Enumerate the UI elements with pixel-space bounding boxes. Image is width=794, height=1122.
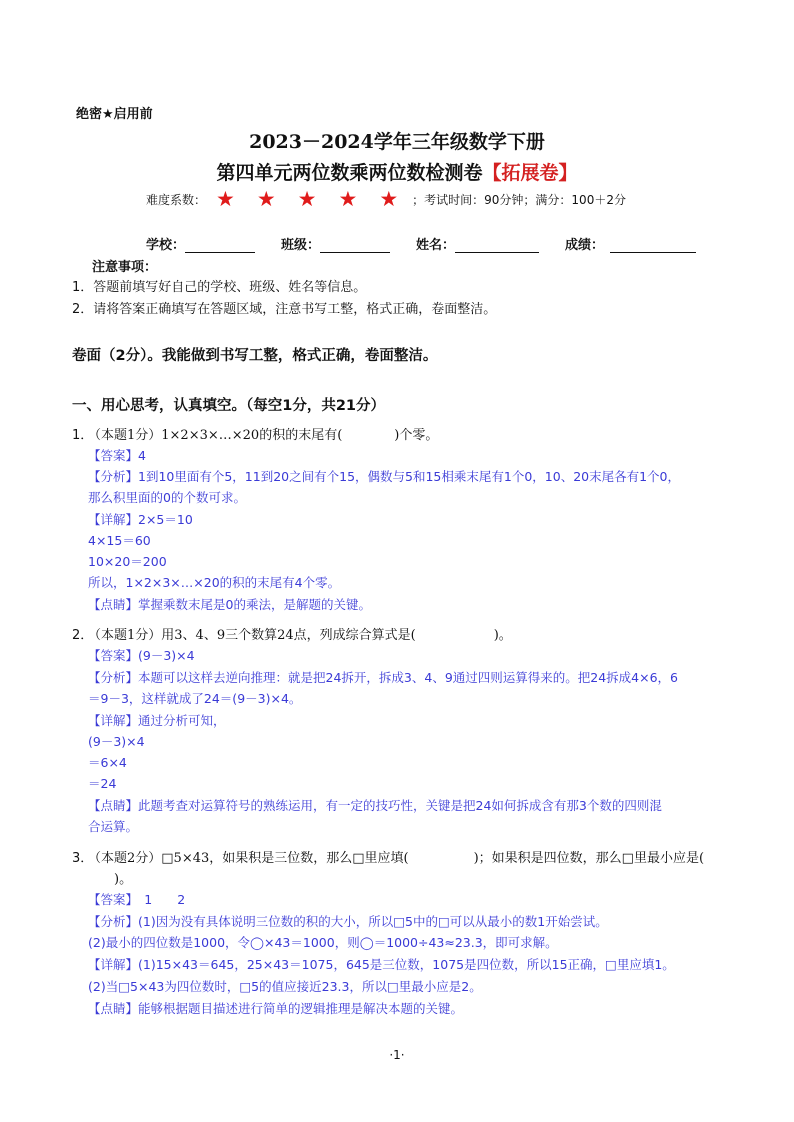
class-field[interactable]: [281, 234, 390, 253]
detail: 【详解】(1)15×43＝645，25×43＝1075，645是三位数，1075是四位数，所以15正确，□里应填1。: [88, 957, 675, 972]
difficulty-label: 难度系数：: [146, 192, 207, 207]
detail-line: ＝6×4: [88, 755, 127, 770]
question-2-stem: [72, 624, 512, 643]
student-info-fields: [146, 234, 722, 253]
notice-item: 2．请将答案正确填写在答题区域，注意书写工整，格式正确，卷面整洁。: [72, 302, 497, 317]
detail-line: 所以，1×2×3×…×20的积的末尾有4个零。: [88, 575, 341, 590]
detail: 【详解】通过分析可知，: [88, 713, 226, 728]
name-field[interactable]: [416, 234, 539, 253]
question-number: 3．: [72, 851, 94, 866]
answer: 【答案】 1 2: [88, 892, 186, 907]
question-1-stem: [72, 424, 438, 443]
comment-cont: 合运算。: [88, 819, 139, 834]
analysis: 【分析】(1)因为没有具体说明三位数的积的大小，所以□5中的□可以从最小的数1开始尝试。: [88, 914, 608, 929]
school-field[interactable]: [146, 234, 255, 253]
confidential-label: 绝密★启用前: [76, 107, 153, 122]
detail-line: 10×20＝200: [88, 554, 167, 569]
question-number: 1．: [72, 428, 94, 443]
notice-item: 1．答题前填写好自己的学校、班级、姓名等信息。: [72, 280, 367, 295]
detail-line: ＝24: [88, 776, 117, 791]
exam-meta: [146, 187, 626, 211]
analysis-cont: ＝9－3，这样就成了24＝(9－3)×4。: [88, 691, 302, 706]
school-label: 学校：: [146, 238, 186, 253]
question-text: （本题1分）用3、4、9三个数算24点，列成综合算式是( )。: [88, 628, 512, 643]
score-field[interactable]: [565, 234, 696, 253]
star-icon: ★: [297, 187, 317, 211]
question-text: （本题2分）□5×43，如果积是三位数，那么□里应填( )；如果积是四位数，那么□里最小应是(: [88, 851, 705, 866]
question-text-cont: )。: [88, 872, 133, 887]
notice-heading: 注意事项：: [92, 260, 158, 275]
detail-line: 4×15＝60: [88, 533, 151, 548]
answer: 【答案】(9－3)×4: [88, 648, 195, 663]
star-icon: ★: [338, 187, 358, 211]
exam-info: ；考试时间：90分钟；满分：100＋2分: [412, 192, 626, 207]
page-number: ·1·: [389, 1048, 405, 1062]
school-blank[interactable]: [185, 238, 255, 253]
detail: 【详解】2×5＝10: [88, 512, 193, 527]
question-number: 2．: [72, 628, 94, 643]
score-blank[interactable]: [610, 238, 696, 253]
star-icon: ★: [256, 187, 276, 211]
question-3-stem: [72, 847, 704, 866]
detail-line: (2)当□5×43为四位数时，□5的值应接近23.3，所以□里最小应是2。: [88, 979, 482, 994]
star-icon: ★: [216, 187, 235, 211]
comment: 【点睛】能够根据题目描述进行简单的逻辑推理是解决本题的关键。: [88, 1001, 464, 1016]
star-icon: ★: [379, 187, 399, 211]
analysis: 【分析】1到10里面有个5，11到20之间有个15，偶数与5和15相乘末尾有1个0，10、20末尾各有1个0，: [88, 469, 681, 484]
difficulty-stars: [216, 187, 399, 211]
subtitle-main: 第四单元两位数乘两位数检测卷: [216, 162, 483, 184]
analysis-cont: 那么积里面的0的个数可求。: [88, 490, 246, 505]
analysis-cont: (2)最小的四位数是1000，令◯×43＝1000，则◯＝1000÷43≈23.3，即可求解。: [88, 935, 558, 950]
section-heading: 一、用心思考，认真填空。（每空1分，共21分）: [72, 398, 386, 414]
name-label: 姓名：: [416, 238, 456, 253]
exam-title: 2023－2024学年三年级数学下册: [249, 131, 545, 153]
exam-subtitle: [0, 158, 794, 185]
question-text: （本题1分）1×2×3×…×20的积的末尾有( )个零。: [88, 428, 439, 443]
comment: 【点睛】此题考查对运算符号的熟练运用，有一定的技巧性，关键是把24如何拆成含有那3个数的四则混: [88, 798, 662, 813]
score-label: 成绩：: [565, 238, 605, 253]
neatness-heading: 卷面（2分）。我能做到书写工整，格式正确，卷面整洁。: [72, 348, 438, 364]
name-blank[interactable]: [455, 238, 539, 253]
class-label: 班级：: [281, 238, 321, 253]
subtitle-tag: 【拓展卷】: [482, 162, 578, 184]
answer: 【答案】4: [88, 448, 146, 463]
comment: 【点睛】掌握乘数末尾是0的乘法，是解题的关键。: [88, 597, 371, 612]
detail-line: (9－3)×4: [88, 734, 145, 749]
analysis: 【分析】本题可以这样去逆向推理：就是把24拆开，拆成3、4、9通过四则运算得来的。把24拆成4×6，6: [88, 670, 679, 685]
class-blank[interactable]: [320, 238, 390, 253]
